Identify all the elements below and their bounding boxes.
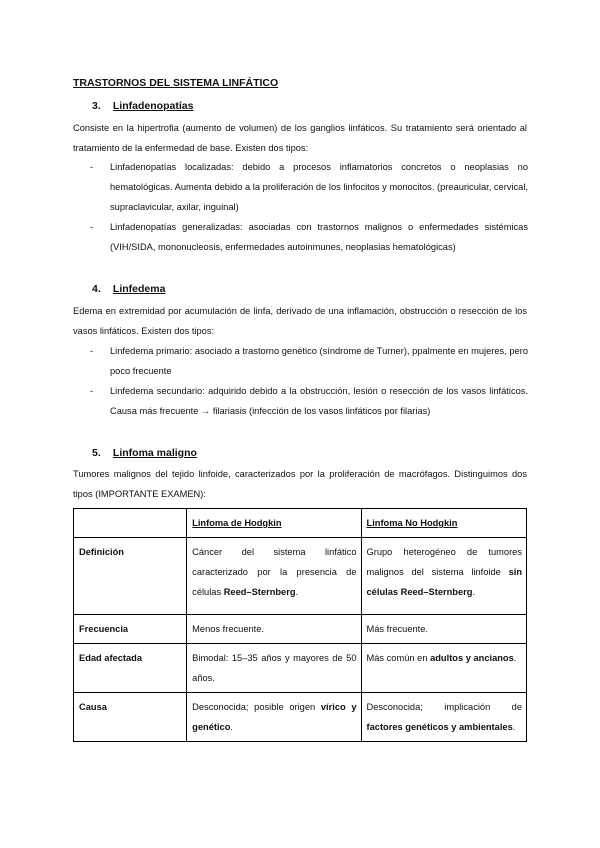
list-item-text: Linfadenopatías generalizadas: asociadas con trastornos malignos o enfermedades sistémicas (VIH/SIDA, mononucleosis, enfermedades autoinmunes, neoplasias hematológicas): [110, 222, 528, 252]
section-number: 5.: [92, 447, 101, 459]
table-header-no-hodgkin: Linfoma No Hodgkin: [361, 509, 526, 538]
section-number: 3.: [92, 100, 101, 112]
section-heading-linfadenopatias: [92, 96, 193, 116]
cell-no-hodgkin: Más frecuente.: [361, 615, 526, 644]
bullet-dash: -: [90, 386, 94, 396]
table-row: [74, 615, 527, 644]
section-title: Linfoma maligno: [112, 447, 197, 459]
cell-no-hodgkin: Más común en adultos y ancianos.: [361, 644, 526, 693]
table-header-row: [74, 509, 527, 538]
section-intro: Edema en extremidad por acumulación de linfa, derivado de una inflamación, obstrucción o resección de los vasos linfáticos. Existen dos tipos:: [73, 306, 527, 336]
cell-no-hodgkin: Grupo heterogéneo de tumores malignos del sistema linfoide sin células Reed–Sternberg.: [361, 538, 526, 615]
document-title: TRASTORNOS DEL SISTEMA LINFÁTICO: [73, 77, 279, 89]
row-label: Causa: [74, 693, 187, 742]
table-row: [74, 644, 527, 693]
section-intro: Tumores malignos del tejido linfoide, caracterizados por la proliferación de macrófagos. Distinguimos dos tipos (IMPORTANTE EXAMEN):: [73, 469, 527, 499]
row-label: Edad afectada: [74, 644, 187, 693]
bullet-dash: -: [90, 346, 94, 356]
table-row: [74, 538, 527, 615]
list-item-text: Linfedema secundario: adquirido debido a la obstrucción, lesión o resección de los vasos linfáticos. Causa más frecuente → filariasis (infección de los vasos linfáticos por filarias): [110, 386, 528, 416]
row-label: Definición: [74, 538, 187, 615]
section-title: Linfedema: [112, 283, 166, 295]
comparison-table: [73, 508, 527, 742]
list-item: [90, 381, 528, 421]
table-header-hodgkin: Linfoma de Hodgkin: [187, 509, 361, 538]
list-item: [90, 341, 528, 381]
table-header-empty: [74, 509, 187, 538]
bullet-dash: -: [90, 222, 94, 232]
section-heading-linfedema: [92, 279, 165, 299]
bullet-dash: -: [90, 162, 94, 172]
list-item-text: Linfadenopatías localizadas: debido a procesos inflamatorios concretos o neoplasias no hematológicas. Aumenta debido a la proliferación de los linfocitos y monocitos. (preauricular, cervical, supraclavicular, axilar, inguinal): [110, 162, 528, 212]
list-item: [90, 217, 528, 257]
section-intro: Consiste en la hipertrofia (aumento de volumen) de los ganglios linfáticos. Su tratamiento será orientado al tratamiento de la enfermedad de base. Existen dos tipos:: [73, 123, 527, 153]
section-heading-linfoma: [92, 443, 197, 463]
cell-hodgkin: Bimodal: 15–35 años y mayores de 50 años.: [187, 644, 361, 693]
cell-no-hodgkin: Desconocida; implicación de factores genéticos y ambientales.: [361, 693, 526, 742]
cell-hodgkin: Cáncer del sistema linfático caracterizado por la presencia de células Reed–Sternberg.: [187, 538, 361, 615]
row-label: Frecuencia: [74, 615, 187, 644]
list-item-text: Linfedema primario: asociado a trastorno genético (síndrome de Turner), ppalmente en mujeres, pero poco frecuente: [110, 346, 528, 376]
section-number: 4.: [92, 283, 101, 295]
cell-hodgkin: Menos frecuente.: [187, 615, 361, 644]
list-item: [90, 157, 528, 217]
section-title: Linfadenopatías: [112, 100, 194, 112]
cell-hodgkin: Desconocida; posible origen vírico y genético.: [187, 693, 361, 742]
table-row: [74, 693, 527, 742]
